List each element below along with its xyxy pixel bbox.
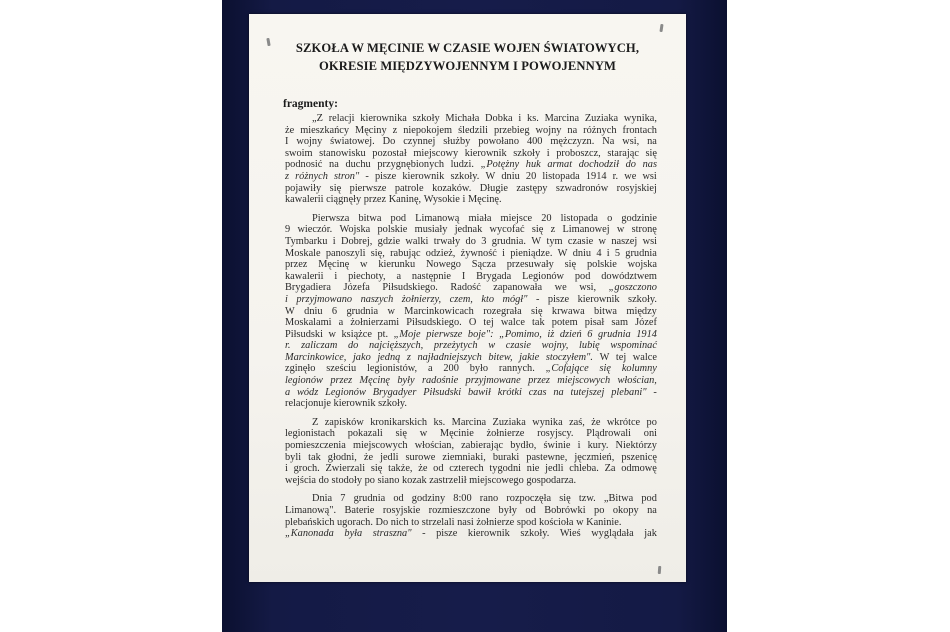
text-line: Marcinkowice, jako jedną z najładniejszych bitew, jakie stoczyłem". W tej walce — [285, 351, 657, 363]
text-line: i przyjmowano naszych żołnierzy, czem, kto mógł" - pisze kierownik szkoły. — [285, 293, 657, 305]
text-line: a wódz Legionów Brygadyer Piłsudski bawił krótki czas na tutejszej plebani" - — [285, 386, 657, 398]
text-line: kawalerii ciągnęły przez Kaninę, Wysokie i Męcinę. — [285, 194, 502, 206]
paragraph-gap — [285, 410, 657, 417]
text-line: legionów przez Męcinę były radośnie przyjmowane przez miejscowych włościan, — [285, 375, 657, 387]
text-line: swoim stanowisku pozostał miejscowy kierownik szkoły i proboszcz, starając się — [285, 147, 657, 159]
text-line: 9 wieczór. Wojska polskie musiały jednak wycofać się z Limanowej w stronę — [285, 224, 657, 236]
text-line: podnosić na duchu przygnębionych ludzi. „Potężny huk armat dochodził do nas — [285, 159, 657, 171]
pin-icon — [659, 24, 663, 32]
text-line: i groch. Zwierzali się także, że od czterech tygodni nie jedli chleba. Za odmowę — [285, 463, 657, 475]
paragraph — [285, 113, 657, 206]
text-line: Pierwsza bitwa pod Limanową miała miejsce 20 listopada o godzinie — [312, 212, 657, 224]
text-line: „Kanonada była straszna" - pisze kierownik szkoły. Wieś wyglądała jak — [285, 528, 657, 540]
text-line: Moskalami a żołnierzami Piłsudskiego. O tej walce tak potem pisał sam Józef — [285, 317, 657, 329]
paragraph — [285, 493, 657, 539]
paragraph — [285, 213, 657, 410]
paragraph — [285, 417, 657, 487]
text-line: przez Męcinę w kierunku Nowego Sącza przesuwały się polskie wojska — [285, 259, 657, 271]
text-line: wejścia do stodoły po siano kozak zastrzelił miejscowego gospodarza. — [285, 474, 577, 486]
text-line: Limanową". Baterie rosyjskie rozmieszczone były od Bobrówki po okopy na — [285, 505, 657, 516]
text-line: Moskale panoszyli się, rabując odzież, żywność i pieniądze. W dniu 4 i 5 grudnia — [285, 247, 657, 259]
text-line: że mieszkańcy Męciny z niepokojem śledzili przebieg wojny na różnych frontach — [285, 124, 657, 136]
text-line: Tymbarku i Dobrej, gdzie walki trwały do 3 grudnia. W tym czasie w naszej wsi — [285, 235, 657, 247]
text-line: W dniu 6 grudnia w Marcinkowicach rozegrała się krwawa bitwa między — [285, 305, 657, 317]
text-line: zginęło sześciu legionistów, a 200 było rannych. „Cofające się kolumny — [285, 363, 657, 375]
text-line: relacjonuje kierownik szkoły. — [285, 398, 407, 410]
text-line: Z zapisków kronikarskich ks. Marcina Zuziaka wynika zaś, że wkrótce po — [312, 416, 657, 428]
text-line: Brygadiera Józefa Piłsudskiego. Radość zapanowała we wsi, „goszczono — [285, 282, 657, 294]
document-body — [285, 113, 657, 540]
text-line: plebańskich ugorach. Do nich to strzelali nasi żołnierze spod kościoła w Kaninie. — [285, 516, 622, 528]
text-line: legionistach pokazali się w Męcinie żołnierze rosyjscy. Plądrowali oni — [285, 428, 657, 440]
document-title-line-2: OKRESIE MIĘDZYWOJENNYM I POWOJENNYM — [318, 59, 617, 73]
text-line: byli tak głodni, że jedli surowe ziemniaki, buraki pastewne, jęczmień, pszenicę — [285, 451, 657, 463]
text-line: Dnia 7 grudnia od godziny 8:00 rano rozpoczęła się tzw. „Bitwa pod — [312, 493, 657, 505]
text-line: I wojny światowej. Do czynnej służby powołano 400 mężczyzn. Na wsi, na — [285, 136, 657, 148]
paragraph-gap — [285, 486, 657, 493]
text-line: pojawiły się pierwsze patrole kozaków. Długie zastępy szwadronów rosyjskiej — [285, 182, 657, 194]
text-line: z różnych stron" - pisze kierownik szkoły. W dniu 20 listopada 1914 r. we wsi — [285, 170, 657, 182]
document-sheet — [249, 14, 686, 582]
text-line: kawalerii i piechoty, a następnie I Brygada Legionów pod dowództwem — [285, 270, 657, 282]
text-line: pomieszczenia miejscowych włościan, zabierając bydło, świnie i kury. Niektórzy — [285, 440, 657, 452]
paragraph-gap — [285, 206, 657, 213]
text-line: „Z relacji kierownika szkoły Michała Dobka i ks. Marcina Zuziaka wynika, — [312, 113, 657, 124]
text-line: Piłsudski w książce pt. „Moje pierwsze boje": „Pomimo, iż dzień 6 grudnia 1914 — [285, 328, 657, 340]
pin-icon — [658, 566, 662, 574]
section-label: fragmenty: — [283, 98, 338, 110]
text-line: r. zaliczam do najcięższych, przeżytych w czasie wojny, lubię wspominać — [285, 340, 657, 352]
document-title-line-1: SZKOŁA W MĘCINIE W CZASIE WOJEN ŚWIATOWYCH, — [295, 41, 640, 55]
